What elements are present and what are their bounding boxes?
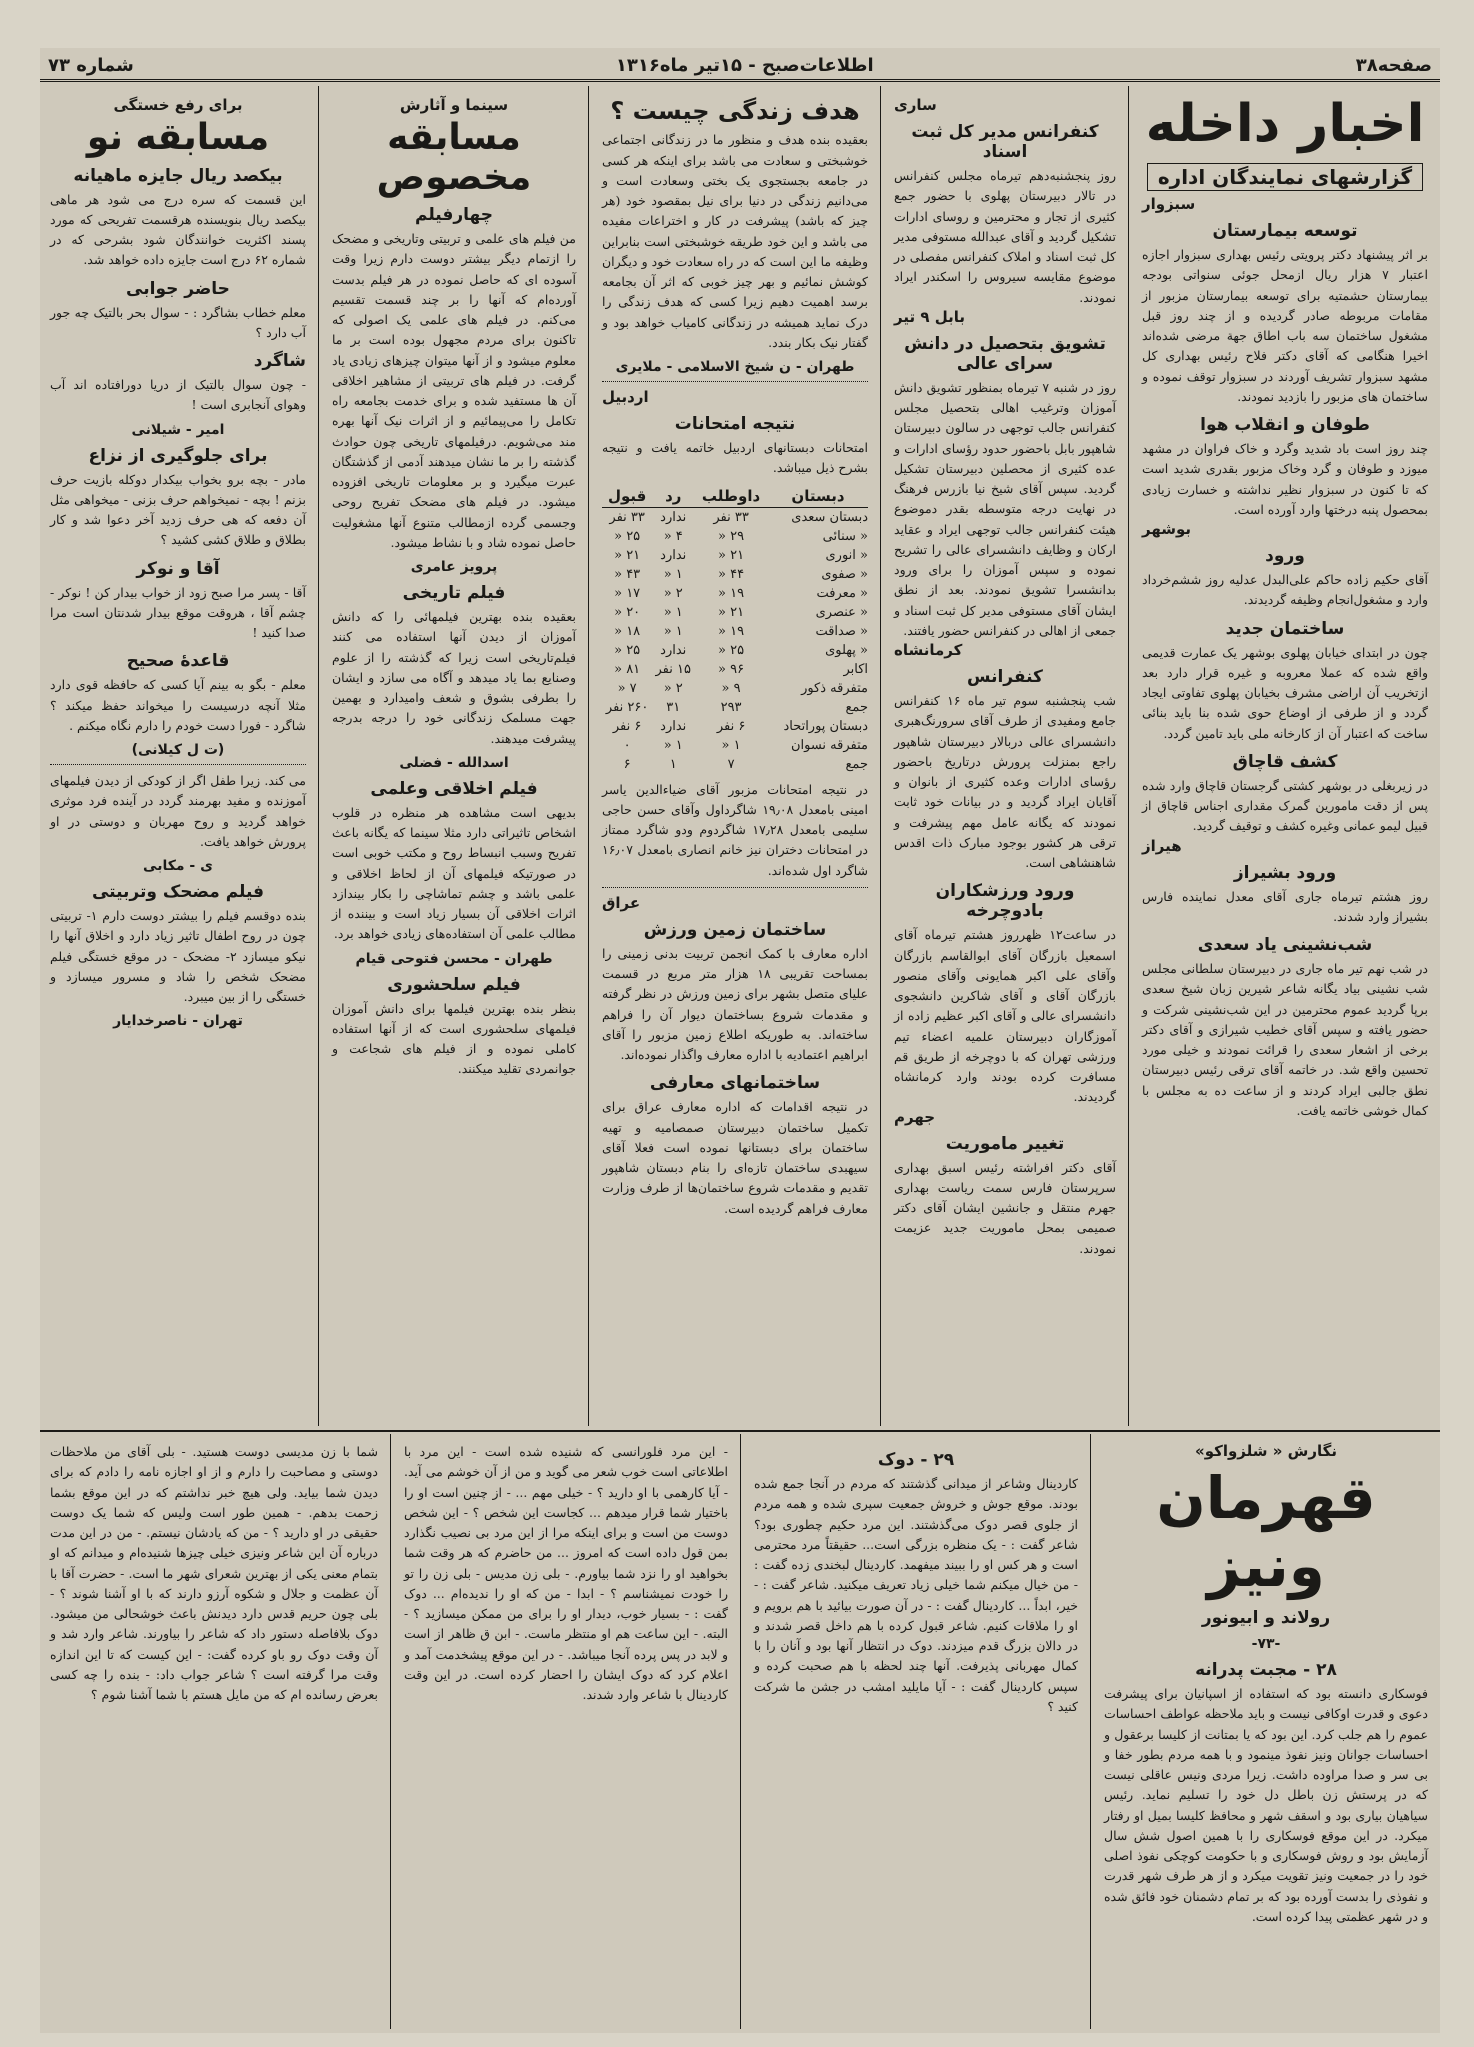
table-cell: متفرقه نسوان <box>790 737 868 753</box>
table-cell: ندارد <box>660 509 687 525</box>
table-cell: ۲۱ « <box>614 547 641 563</box>
column-rule <box>1090 1434 1091 2029</box>
table-cell: ۴ « <box>663 528 683 544</box>
news-item: هیراز ورود بشیراز روز هشتم تیرماه جاری آقای معدل نماینده فارس بشیراز وارد شدند. <box>1142 836 1428 924</box>
exam-results-table: دبستان داوطلب رد قبول دبستان سعدی ۳۳ نفر ندارد ۳۳ نفر « سنائی ۲۹ « ۴ « ۲۵ « « انوری ۲۱ « ندارد ۲۱ « « صفوی ۴۴ « ۱ « ۴۳ « « معرفت ۱۹ « ۲ « ۱۷ « « عنصری ۲۱ « ۱ « ۲۰ « « صداقت ۱۹ « ۱ « ۱۸ « « پهلوی ۲۵ « ندارد ۲۵ « اکابر ۹۶ « ۱۵ نفر ۸۱ « متفرقه ذکور ۹ « ۲ « ۷ « جمع ۲۹۳ ۳۱ ۲۶۰ نفر دبستان پوراتحاد ۶ نفر ندارد ۶ نفر متفرقه نسوان ۱ « ۱ « ۰ جمع ۷ ۱ ۶ <box>602 485 868 774</box>
news-item: ساختمان جدید چون در ابتدای خیابان پهلوی بوشهر یک عمارت قدیمی واقع شده که عملا معروبه و غیره قرار دارد بعد ازتخریب آن اراضی مشرف بخیابان پهلوی تفاوتی ایجاد گردد و از طرفی از اوضاع حوی شده بنا باید بنائی ساخت که اعتبار آن از کارخانه ملی باید تامین گردد. <box>1142 618 1428 741</box>
column-rule <box>318 86 319 1426</box>
table-cell: اکابر <box>843 661 868 677</box>
table-cell: « صفوی <box>821 566 868 582</box>
table-cell: ۶ نفر <box>716 718 746 734</box>
table-cell: « معرفت <box>816 585 868 601</box>
joke-item: قاعدهٔ صحیح معلم - بگو به بینم آیا کسی که حافظه قوی دارد مثلا آنچه درسیست را میخواند حفظ میکند ؟ شاگرد - فورا دست خودم را دارم نگاه میکنم . <box>50 651 306 733</box>
table-row <box>602 584 868 603</box>
table-cell: متفرقه ذکور <box>801 680 868 696</box>
table-cell: ۱۵ نفر <box>655 661 691 677</box>
article-title: هدف زندگی چیست ؟ <box>610 97 860 125</box>
joke-item: آقا و نوکر آقا - پسر مرا صبح زود از خواب بیدار کن ! نوکر - چشم آقا ، هروقت موقع بیدار شدنتان است مرا صدا کنید ! <box>50 558 306 641</box>
reports-box: گزارشهای نمایندگان اداره <box>1147 163 1423 191</box>
table-cell: « سنائی <box>822 528 868 544</box>
table-cell: ۳۳ نفر <box>609 509 645 525</box>
serial-intro-column: نگارش « شلزواکو» قهرمان ونیز رولاند و ابیونور -۷۳- ۲۸ - مجبت پدرانه فوسکاری دانسته بود که استفاده از اسپانیان برای پیشرفت دعوی و قدرت اوکافی نیست و باید ملاحظه عواطف احساسات عموم را هم جلب کرد. این بود که یا بمتانت از کلیسا برعقول و احساسات جوانان ونیز نفوذ مینمود و با همه مردم بطور خفا و بی سر و صدا مراوده داشت. زیرا مردی ونیس عاقلی نیست که در پرستش زن باطل دل خود را تسلیم نماید. رئیس سیاهیان بیاری بود و اسقف شهر و محافظ کلیسا بمیل او رفتار میکرد. در این موقع فوسکاری را با همین اصول شش سال آزمایش بود و روش فوسکاری و با حکومت کوچکی نفوذ اصلی خود را در جمعیت ونیز تقویت میکرد و از هر طرف شهر قدرت و نفوذی را بدست آورده بود که بر تمام دشمنان خود فائق شده و در شهر عظمتی پیدا کرده است. <box>1104 1442 1428 1924</box>
table-cell: ۲۵ « <box>614 528 641 544</box>
news-item: کرمانشاه کنفرانس شب پنجشنبه سوم تیر ماه ۱۶ کنفرانس جامع ومفیدی از طرف آقای سرورنگ‌هبری دانشسرای عالی دربالار دبیرستان شاهپور راجع‌ بمنزلت پرورش درتاریخ باحضور رؤسای ادارات وعده کثیری از بانوان و آقایان ایراد گردید و در بیانات خود ثابت نمودند که یگانه عامل مهم پیشرفت و ترقی هر کشور بوجود مبارک ذات اقدس شاهنشاهی است. <box>894 641 1116 870</box>
serial-column-2: ۲۹ - دوک کاردینال وشاعر از میدانی گذشتند که مردم در آنجا جمع شده بودند. موقع جوش و خروش جمعیت سپری شده و همه مردم از جلوی قصر دوک می‌گذشتند. این مرد حکیم چطوری بود؟ شاعر گفت : - یک منظره بزرگی است... حقیقتاً مرد محترمی است و هر کس او را ببیند میفهمد. کاردینال لبخندی زده گفت : - من خیال میکنم شما خیلی زیاد تعریف میکنید. شاعر گفت : - خیر، ابداً ... کاردینال گفت : - در آن صورت بیائید با هم برویم و او را ملاقات کنیم. شاعر قبول کرده با هم داخل قصر شدند و در دالان بزرگ قدم میزدند. دوک در انتظار آنها بود و آنان را با کمال مهربانی پذیرفت. آنها چند لحظه با هم صحبت کرده و سپس کاردینال گفت : - آیا مایلید امشب در جشن ما شرکت کنید ؟ <box>754 1450 1078 1714</box>
table-cell: ۱۸ « <box>614 623 641 639</box>
news-item: بابل ۹ تیر تشویق بتحصیل در دانش سرای عالی روز در شنبه ۷ تیرماه بمنظور تشویق دانش آموزان وترغیب اهالی بتحصیل مجلس کنفرانس جالب توجهی در سالون دبیرستان شاهپور بابل باحضور حدود رؤسای ادارات و عده کثیری از محصلین دبیرستان تشکیل گردید. سپس آقای شیخ نیا بازرس فرهنگ در نهایت درجه متوسطه بقدر دموضوع هیئت کنفرانس جالب توجهی ایراد و عقاید ارکان و وظایف دانشسرای عالی را تشریح نموده و سپس آموزان را برای ورود بدانشسرا تشویق نمودند. بعد از نطق ایشان آقای مستوفی مدیر کل ثبت اسناد و جمعی از اهالی در کنفرانس حضور یافتند. <box>894 307 1116 638</box>
masthead-date: اطلاعات‌صبح - ۱۵تیر ماه۱۳۱۶ <box>615 55 874 76</box>
table-cell: ۲ « <box>663 680 683 696</box>
joke-item: حاضر جوابی معلم خطاب بشاگرد : - سوال بحر بالتیک چه جور آب دارد ؟ <box>50 278 306 340</box>
table-row <box>602 622 868 641</box>
column-rule <box>1128 86 1129 1426</box>
table-row <box>602 755 868 774</box>
table-row <box>602 660 868 679</box>
serial-title: قهرمان ونیز <box>1156 1464 1376 1600</box>
page-header <box>40 52 1440 82</box>
news-item: سبزوار توسعه بیمارستان بر اثر پیشنهاد دکتر پرویتی رئیس بهداری سبزوار اجازه اعتبار ۷ هزار ریال ازمحل جوئی سنواتی بودجه بیمارستان حشمتیه برای توسعه بیمارستان مزبور از مقامات مربوطه صادر گردیده و از چند روز قبل مشغول ساختمان سه باب اطاق جهة مرضی شده‌اند اخیرا هنگامی که آقای دکتر فلاح رئیس بهداری کل مشهد سبزوار تشریف آوردند در سبزوار توقف نموده و ساختمان های مزبور را بازدید نمودند. <box>1142 195 1428 404</box>
column-rule <box>588 86 589 1426</box>
column-provincial-news <box>884 90 1126 1426</box>
column-cinema-contest: سینما و آثارش مسابقه مخصوص چهارفیلم من فیلم های علمی و تربیتی وتاریخی و مضحک را ازتمام دیگر بیشتر دوست دارم زیرا وقت آسوده ای که حاصل نموده در هر فیلم بدست آورده‌ام که آنها را بر چند قسمت تقسیم می‌کنم. در فیلم های علمی یک اصولی که تاکنون برای مردم مجهول بوده است بر ما معلوم میشود و از آنها میتوان چیزهای زیادی یاد گرفت. در فیلم های تربیتی از مشاهیر اخلاقی آن ها مستفید شده و برای خدمت بجامعه راه تکامل را می‌پیمائیم و از اثرات نیک آنها بهره مند می‌شویم. درفیلمهای تاریخی چون حوادث گذشته را بر ما نشان میدهند آدمی از گذشتگان عبرت میگیرد و بر معلومات تاریخی افزوده میشود. در فیلم های مضحک تفریح روحی وجسمی گرده ازمطالب متنوع آنها مشغولیت حاصل نموده شاد و با نشاط میشود. پرویز عامری فیلم تاریخی بعقیده بنده بهترین فیلمهائی را که دانش آموزان از دیدن آنها استفاده می کنند فیلم‌تاریخی است زیرا که گذشته را از علوم وصنایع بما یاد میدهد و آگاه می سازد و ایشان را بطرفی بشوق و شعف وامیدارد و بهمین جهت مسلمک زندگانی خود را درجه بدرجه پیشرفت میدهند. اسدالله - فضلی فیلم اخلاقی وعلمی بدیهی است مشاهده هر منظره در قلوب اشخاص تاثیراتی دارد مثلا سینما که یگانه باعث تفریح وسبب انبساط روح و مکتب خوبی است در صورتیکه فیلمهای آن از لحاظ اخلاقی و علمی باشد و چشم تماشاچی را بکار بیندازد اثرات اخلاقی آن بسیار زیاد است و بیننده از مطالب علمی آن استفاده‌های زیادی خواهد برد. طهران - محسن فتوحی قیام فیلم سلحشوری بنظر بنده بهترین فیلمها برای دانش آموزان فیلمهای سلحشوری است که از آنها استفاده کاملی نموده و از فیلم های شجاعت و جوانمردی تقلید میکنند. <box>332 96 576 1077</box>
column-rule <box>390 1434 391 2029</box>
news-item: جهرم تغییر ماموریت آقای دکتر افراشته رئیس اسبق بهداری سرپرستان فارس سمت ریاست بهداری جهرم منتقل و جانشین ایشان آقای دکتر صمیمی بمحل ماموریت جدید عزیمت نمودند. <box>894 1107 1116 1256</box>
news-item: کشف قاچاق در زیربغلی در بوشهر کشتی گرجستان قاچاق وارد شده پس از دقت مامورین گمرک مقداری اجناس قاچاق از قبیل لیمو عمانی وغیره کشف و توقیف گردید. <box>1142 751 1428 834</box>
table-cell: « انوری <box>825 547 868 563</box>
place-label: اردبیل <box>602 388 649 407</box>
table-cell: ۳۱ <box>666 699 681 715</box>
table-cell: « صداقت <box>815 623 868 639</box>
table-cell: ۲۱ « <box>718 604 745 620</box>
table-cell: ۱ <box>669 756 677 772</box>
table-row <box>602 546 868 565</box>
table-cell: ۱۹ « <box>718 623 745 639</box>
table-cell: ۳۳ نفر <box>713 509 749 525</box>
table-cell: ۹ « <box>721 680 741 696</box>
news-item: بوشهر ورود آقای حکیم زاده حاکم علی‌البدل عدلیه روز ششم‌خرداد وارد و مشغول‌انجام وظیفه گردیدند. <box>1142 520 1428 608</box>
table-cell: « عنصری <box>815 604 868 620</box>
table-cell: ۲۱ « <box>718 547 745 563</box>
joke-item: شاگرد - چون سوال بالتیک از دریا دورافتاده اند آب وهوای آنجابری است ! <box>50 351 306 413</box>
table-row <box>602 565 868 584</box>
table-cell: ۱ « <box>663 566 683 582</box>
table-cell: ۴۴ « <box>718 566 745 582</box>
exam-heading: نتیجه امتحانات <box>674 414 796 435</box>
serial-column-4: شما با زن مدیسی دوست هستید. - بلی آقای من ملاحظات دوستی و مصاحبت را دارم و از او اجازه نامه را دادم که برای دیدن شما بیاید. ولی هیچ خبر نداشتم که در این موقع بشما زحمت بدهم. - همین طور است ولیس که شما یک دوست حقیقی در او دارید ؟ - من که یادشان نیستم. - من در این مدت درباره آن این شاعر ونیزی خیلی چیزها شنیده‌ام و میدانم که او بتمام معنی یکی از بهترین شعرای شهر ما است. - حضرت آقا با آن عظمت و جلال و شکوه آرزو دارند که با او آشنا شوند ؟ - بلی چون حریم قدس دارد دیدنش باعث خوشحالی من میشود. دوک بلافاصله دستور داد که شاعر را بیاورند. شاعر وارد شد و آن وقت دوک رو باو کرده گفت: - این کیست که تا این اندازه وقت مرا گرفته است ؟ شاعر جواب داد: - بنده را چه کسی بعرض رسانده ام که من مایل هستم با شما آشنا شوم ؟ <box>50 1444 378 1702</box>
table-cell: ۲۰ « <box>614 604 641 620</box>
joke-item: برای جلوگیری از نزاع مادر - بچه برو بخواب بیکدار دوکله بازیت حرف بزنم ! بچه - نمیخواهم حرف بزنی - میخواهی مثل آن دفعه که هی حرف زدید آخر دعوا شد و کار بطلاق و طلاق کشی کشید ؟ <box>50 445 306 548</box>
issue-number: شماره ۷۳ <box>48 55 134 76</box>
exam-intro: امتحانات دبستانهای اردبیل خاتمه یافت و نتیجه بشرح ذیل میباشد. <box>602 440 868 476</box>
table-cell: ۲۵ « <box>614 642 641 658</box>
table-cell: ۱ « <box>663 623 683 639</box>
news-item: ورود ورزشکاران بادوچرخه در ساعت۱۲ ظهرروز هشتم تیرماه آقای اسمعیل بازرگان آقای ابوالقاسم بازرگان وآقای علی اکبر همایونی وآقای منصور بازرگان آقای و آقای شاکرین دانشجوی دانشسرای عالی و آقای اکبر عظیم زاده از آموزگاران دبیرستان علمیه اعضاء تیم ورزشی تهران که با دوچرخه از طریق قم مسافرت کرده بودند وارد کرمانشاه گردیدند. <box>894 881 1116 1105</box>
table-row <box>602 717 868 736</box>
news-item: ساری کنفرانس مدیر کل ثبت اسناد روز پنجشنبه‌دهم تیرماه مجلس کنفرانس در تالار دبیرستان پهلوی با حضور جمع کثیری از تجار و محترمین و روسای ادارات تشکیل گردید و آقای عبدالله مستوفی مدیر کل ثبت اسناد و املاک کنفرانس مفصلی در موضوع مقایسه سیروس را اسکندر ایراد نمودند. <box>894 96 1116 305</box>
exam-note: در نتیجه امتحانات مزبور آقای ضیاءالدین یاسر امینی بامعدل ۱۹٫۰۸ شاگرداول وآقای حسن حاجی سلیمی بامعدل ۱۷٫۲۸ شاگردوم ودو شاگرد ممتاز در امتحانات دختران نیز خانم انصاری بامعدل ۱۶٫۰۷ شاگرد اول شده‌اند. <box>602 781 868 878</box>
table-cell: ۰ <box>623 737 631 753</box>
table-cell: ۶ <box>623 756 631 772</box>
table-cell: ۶ نفر <box>612 718 642 734</box>
column-kicker: سینما و آثارش <box>399 96 509 114</box>
table-cell: ندارد <box>660 642 687 658</box>
section-divider <box>40 1430 1440 1432</box>
table-cell: جمع <box>845 756 868 772</box>
serial-authors: رولاند و ابیونور <box>1201 1608 1331 1628</box>
table-cell: « پهلوی <box>825 642 868 658</box>
table-cell: ۴۳ « <box>614 566 641 582</box>
table-row <box>602 507 868 527</box>
column-life-goal: هدف زندگی چیست ؟ بعقیده بنده هدف و منظور ما در زندگانی اجتماعی خوشبختی و سعادت می باشد برای اینکه هر کسی در جامعه بجستجوی یک بختی وسعادت است و می‌دانیم زندگی در دنیا برای نیل بمقصود خود (هر چیز که باشد) پیشرفت در کار و اختراعات مفیده می باشد و این خود طریقه خوشبختی است بنابراین وظیفه ما این است که در راه سعادت خود و دیگران کوشش نمائیم و بهر چیز خوبی که اثر آن بجامعه برسد اهمیت دهیم زیرا کسی که هدف زندگی را درک نماید همیشه در زندگانی کامیاب خواهد بود و گفتار نیک بکار بندد. طهران - ن شیخ الاسلامی - ملایری اردبیل نتیجه امتحانات امتحانات دبستانهای اردبیل خاتمه یافت و نتیجه بشرح ذیل میباشد. دبستان داوطلب رد قبول دبستان سعدی ۳۳ نفر ندارد ۳۳ نفر « سنائی ۲۹ « ۴ « ۲۵ « « انوری ۲۱ « ندارد ۲۱ « « صفوی ۴۴ « ۱ « ۴۳ « « معرفت ۱۹ « ۲ « ۱۷ « « عنصری ۲۱ « ۱ « ۲۰ « « صداقت ۱۹ « ۱ « ۱۸ « « پهلوی ۲۵ « ندارد ۲۵ « اکابر ۹۶ « ۱۵ نفر ۸۱ « متفرقه ذکور ۹ « ۲ « ۷ « جمع ۲۹۳ ۳۱ ۲۶۰ نفر دبستان پوراتحاد ۶ نفر ندارد ۶ نفر متفرقه نسوان ۱ « ۱ « ۰ جمع ۷ ۱ ۶ در نتیجه امتحانات مزبور آقای ضیاءالدین یاسر امینی بامعدل ۱۹٫۰۸ شاگرداول وآقای حسن حاجی سلیمی بامعدل ۱۷٫۲۸ شاگردوم ودو شاگرد ممتاز در امتحانات دختران نیز خانم انصاری بامعدل ۱۶٫۰۷ شاگرد اول شده‌اند. عراق ساختمان زمین ورزش اداره معارف با کمک انجمن تربیت بدنی زمینی را بمساحت تقریبی ۱۸ هزار متر مربع در قسمت علیای متصل بشهر برای زمین ورزش در نظر گرفته و مقدمات شروع بساختمان دیوار آن را فراهم ساخته‌اند. به طوریکه اطلاع زمین مزبور را آقای ابراهیم اعتمادیه با اداره معارف واگذار نموده‌اند. ساختمانهای معارفی در نتیجه اقدامات که اداره معارف عراق برای تکمیل ساختمان دبیرستان صمصامیه و تهیه ساختمان برای دبستانها نموده است فعلا آقای سیهبدی ساختمان تازه‌ای را بنام دبستان شاهپور تقدیم و مقدمات شروع ساختمان‌ها از طرف وزارت معارف فراهم گردیده است. <box>602 97 869 1216</box>
table-row <box>602 736 868 755</box>
table-cell: جمع <box>845 699 868 715</box>
table-cell: ۲۹ « <box>718 528 745 544</box>
column-title: مسابقه نو <box>86 117 270 158</box>
news-item: طوفان و انقلاب هوا چند روز است باد شدید وگرد و خاک فراوان در مشهد میوزد و طوفان و گرد وخاک مزبور بقدری شدید است که تا کنون در سبزوار نظیر نداشته و خسارت زیادی بمحصول پنبه درختها وارد آورده است. <box>1142 415 1428 517</box>
news-item: شب‌نشینی یاد سعدی در شب نهم تیر ماه جاری در دبیرستان سلطانی مجلس شب نشینی بیاد یگانه شاعر شیرین زبان شیخ سعدی برپا گردید عموم محترمین در این شب‌نشینی شرکت و حضور یافته و سپس آقای خطیب شیرازی و آقای دکتر برخی از اشعار سعدی را قرائت نمودند و خیلی مورد تحسین واقع شد. در خاتمه آقای ترقی رئیس دبیرستان نطق جالبی ایراد کردند و از ساعت ده به مجلس با کمال خوشی خاتمه یافت. <box>1142 935 1428 1118</box>
table-cell: ۹۶ « <box>718 661 745 677</box>
table-cell: ندارد <box>660 547 687 563</box>
table-row <box>602 641 868 660</box>
page-number: صفحه۳۸ <box>1355 55 1432 76</box>
table-cell: ۸۱ « <box>614 661 641 677</box>
table-cell: دبستان پوراتحاد <box>783 718 868 734</box>
table-cell: ۲ « <box>663 585 683 601</box>
section-title: اخبار داخله <box>1145 94 1425 154</box>
table-cell: ۱ « <box>663 604 683 620</box>
table-cell: ۱ « <box>663 737 683 753</box>
table-row <box>602 698 868 717</box>
table-cell: دبستان سعدی <box>791 509 868 525</box>
table-cell: ۲۵ « <box>718 642 745 658</box>
table-row <box>602 603 868 622</box>
table-cell: ندارد <box>660 718 687 734</box>
column-domestic-news <box>1132 90 1438 1426</box>
table-cell: ۷ « <box>617 680 637 696</box>
table-cell: ۲۹۳ <box>720 699 742 715</box>
table-cell: ۱۷ « <box>614 585 641 601</box>
article-body: بعقیده بنده هدف و منظور ما در زندگانی اجتماعی خوشبختی و سعادت می باشد برای اینکه هر کسی در جامعه بجستجوی یک بختی وسعادت است و می‌دانیم زندگی در دنیا برای نیل بمقصود خود (هر چیز که باشد) پیشرفت در کار و اختراعات مفیده می باشد و این خود طریقه خوشبختی است بنابراین وظیفه ما این است که در راه سعادت خود و دیگران کوشش نمائیم و بهر چیز خوبی که اثر آن بجامعه برسد اهمیت دهیم زیرا کسی که هدف زندگی را درک نماید همیشه در زندگانی کامیاب خواهد بود و گفتار نیک بکار بندد. <box>602 132 868 350</box>
table-row <box>602 679 868 698</box>
column-rule <box>740 1434 741 2029</box>
column-rule <box>880 86 881 1426</box>
table-cell: ۲۶۰ نفر <box>605 699 649 715</box>
table-row <box>602 527 868 546</box>
serial-column-3: - این مرد فلورانسی که شنیده شده است - این مرد با اطلاعاتی است خوب شعر می گوید و من از آن خوشم می آید. - آیا کارهمی با او دارید ؟ - خیلی مهم ... - از چنین است او را باختیار شما قرار میدهم ... کجاست این شخص ؟ - این شخص دوست من است و برای اینکه مرا از این مرد بی نصیب نگذارد بمن قول داده است که امروز ... من حاضرم که هر وقت شما بخواهید او را نزد شما بیاورم. - بلی زن مدیس - بلی زن را تو را خودت نمیشناسم ؟ - ابدا - من که او را ندیده‌ام ... دوک گفت : - بسیار خوب، دیدار او را برای من ممکن میسازید ؟ - البته. - این ساعت هم او منتظر ماست. - ابن ق ظاهر از است و لابد در پس پرده آنجا میباشد. - در این موقع پیشخدمت آمد و اعلام کرد که دوک ایشان را احضار کرده است. در این وقت کاردینال با شاعر وارد شدند. <box>404 1444 728 1702</box>
chapter-title: ۲۸ - مجبت پدرانه <box>1195 1660 1337 1680</box>
table-cell: ۱۹ « <box>718 585 745 601</box>
table-cell: ۷ <box>727 756 735 772</box>
article-signature: طهران - ن شیخ الاسلامی - ملایری <box>615 359 855 376</box>
column-new-contest: برای رفع خستگی مسابقه نو بیکصد ریال جایزه ماهیانه این قسمت که سره درج می شود هر ماهی بیکصد ریال بنویسنده هرقسمت تفریحی که مورد پسند اکثریت خوانندگان شود بشرحی که در شماره ۶۲ درج است جایزه داده خواهد شد. حاضر جوابی معلم خطاب بشاگرد : - سوال بحر بالتیک چه جور آب دارد ؟ شاگرد - چون سوال بالتیک از دریا دورافتاده اند آب وهوای آنجابری است ! امیر - شیلانی برای جلوگیری از نزاع مادر - بچه برو بخواب بیکدار دوکله بازیت حرف بزنم ! بچه - نمیخواهم حرف بزنی - میخواهی مثل آن دفعه که هی حرف زدید آخر دعوا شد و کار بطلاق و طلاق کشی کشید ؟ آقا و نوکر آقا - پسر مرا صبح زود از خواب بیدار کن ! نوکر - چشم آقا ، هروقت موقع بیدار شدنتان است مرا صدا کنید ! قاعدهٔ صحیح معلم - بگو به بینم آیا کسی که حافظه قوی دارد مثلا آنچه درسیست را میخواند حفظ میکند ؟ شاگرد - فورا دست خودم را دارم نگاه میکنم . (ت ل کیلانی) می کند. زیرا طفل اگر از کودکی از دیدن فیلمهای آموزنده و مفید بهرمند گردد در آینده فرد موثری خواهد گردید و روح مهربان و دوستی در او پرورش خواهد یافت. ی - مکابی فیلم مضحک وتربیتی بنده دوقسم فیلم را بیشتر دوست دارم ۱- تربیتی چون در روح اطفال تاثیر زیاد دارد و اخلاق آنها را نیکو میسازد ۲- مضحک - در موقع خستگی فیلم مضحک شخص را شاد و مسرور میسازد و خستگی را از بین میبرد. تهران - ناصرخدایار <box>50 96 307 1030</box>
column-title: مسابقه مخصوص <box>376 117 532 198</box>
table-cell: ۱ « <box>721 737 741 753</box>
